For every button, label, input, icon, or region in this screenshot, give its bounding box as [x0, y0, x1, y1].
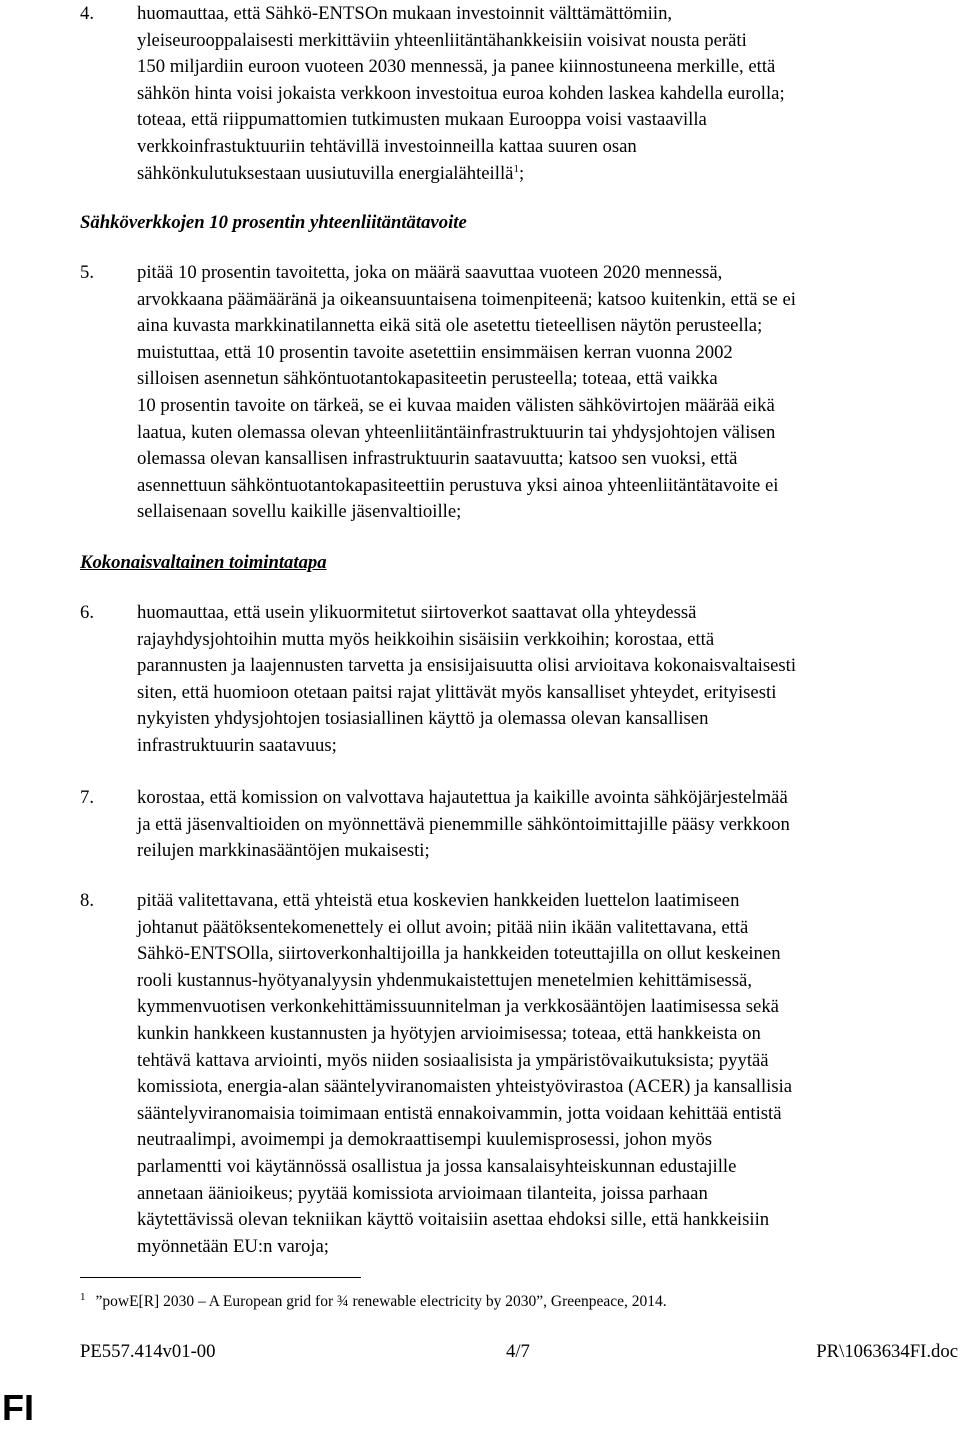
paragraph-4 [80, 1, 960, 187]
text-line: tehtävä kattava arviointi, myös niiden sosiaalisista ja ympäristövaikutuksista; pyytää [137, 1049, 769, 1071]
text-line: silloisen asennetun sähköntuotantokapasiteetin perusteella; toteaa, että vaikka [137, 368, 718, 390]
text-line: muistuttaa, että 10 prosentin tavoite asetettiin ensimmäisen kerran vuonna 2002 [137, 341, 733, 363]
section-heading-holistic-approach: Kokonaisvaltainen toimintatapa [80, 552, 327, 573]
text-line: myönnetään EU:n varoja; [137, 1235, 330, 1257]
text-line-with-footnote [137, 161, 960, 188]
footer-page-number: 4/7 [506, 1341, 530, 1362]
text-line: parannusten ja laajennusten tarvetta ja ensisijaisuutta olisi arvioitava kokonaisvaltaisesti [137, 655, 797, 677]
text-line: rajayhdysjohtoihin mutta myös heikkoihin sisäisiin verkkoihin; korostaa, että [137, 628, 715, 650]
text-line: pitää 10 prosentin tavoitetta, joka on määrä saavuttaa vuoteen 2020 mennessä, [137, 262, 723, 283]
paragraph-number: 5. [80, 262, 95, 283]
text-line: käytettävissä olevan tekniikan käyttö voitaisiin asettaa ehdoksi sille, että hankkeisiin [137, 1209, 770, 1231]
footnote-reference[interactable]: 1 [513, 162, 519, 175]
text-line: verkkoinfrastuktuuriin tehtävillä investoinneilla kattaa suuren osan [137, 135, 637, 157]
line-tail: ; [518, 162, 525, 184]
paragraph-8 [80, 888, 960, 1260]
text-line: 10 prosentin tavoite on tärkeä, se ei kuvaa maiden välisten sähkövirtojen määrää eikä [137, 394, 775, 416]
text-line: asennettuun sähköntuotantokapasiteettiin perustuva yksi ainoa yhteenliitäntätavoite ei [137, 474, 779, 496]
text-line: infrastruktuurin saatavuus; [137, 734, 337, 756]
language-code: FI [2, 1387, 34, 1428]
text-line: korostaa, että komission on valvottava hajautettua ja kaikille avointa sähköjärjestelmää [137, 787, 788, 808]
footer-document-reference: PE557.414v01-00 [80, 1341, 216, 1362]
text-line: yleiseurooppalaisesti merkittäviin yhteenliitäntähankkeisiin voisivat nousta peräti [137, 29, 747, 51]
text-line: pitää valitettavana, että yhteistä etua koskevien hankkeiden luettelon laatimiseen [137, 890, 740, 911]
paragraph-number: 7. [80, 787, 95, 808]
text-line: johtanut päätöksentekomenettely ei ollut avoin; pitää niin ikään valitettavana, että [137, 916, 749, 938]
footnote-separator [80, 1277, 361, 1278]
text-line: rooli kustannus-hyötyanalyysin yhdenmukaistettujen menetelmien kehittämisessä, [137, 969, 753, 991]
paragraph-number: 4. [80, 3, 95, 24]
text-line: sääntelyviranomaisia toimimaan entistä ennakoivammin, jotta voidaan kehittää entistä [137, 1102, 782, 1124]
paragraph-5 [80, 260, 960, 526]
text-line: parlamentti voi käytännössä osallistua ja jossa kansalaisyhteiskunnan edustajille [137, 1155, 737, 1177]
paragraph-number: 8. [80, 890, 95, 911]
text-line: arvokkaana päämääränä ja oikeansuuntaisena toimenpiteenä; katsoo kuitenkin, että se ei [137, 288, 796, 310]
text-line: laatua, kuten olemassa olevan yhteenliitäntäinfrastruktuurin tai yhdysjohtojen välisen [137, 421, 776, 443]
text-line: Sähkö-ENTSOlla, siirtoverkonhaltijoilla ja hankkeiden toteuttajilla on ollut keskeinen [137, 943, 781, 965]
text-line: ja että jäsenvaltioiden on myönnettävä pienemmille sähköntoimittajille pääsy verkkoon [137, 813, 790, 835]
text-line: annetaan äänioikeus; pyytää komissiota arvioimaan tilanteita, joissa parhaan [137, 1182, 708, 1204]
text-line: kymmenvuotisen verkonkehittämissuunnitelman ja verkkosääntöjen laatimisessa sekä [137, 996, 779, 1018]
text-line: sähkön hinta voisi jokaista verkkoon investoitua euroa kohden laskea kahdella eurolla; [137, 82, 785, 104]
text-line: reilujen markkinasääntöjen mukaisesti; [137, 840, 430, 862]
text-line: komissiota, energia-alan sääntelyviranomaisten yhteistyövirastoa (ACER) ja kansallisia [137, 1076, 793, 1098]
text-line: sellaisenaan sovellu kaikille jäsenvaltioille; [137, 501, 462, 523]
paragraph-number: 6. [80, 602, 95, 623]
text-line: sähkönkulutuksestaan uusiutuvilla energialähteillä [137, 162, 514, 184]
text-line: kunkin hankkeen kustannusten ja hyötyjen arvioimisessa; toteaa, että hankkeista on [137, 1022, 761, 1044]
footer-file-name: PR\1063634FI.doc [816, 1341, 958, 1362]
paragraph-7 [80, 785, 960, 865]
section-heading-interconnection-target: Sähköverkkojen 10 prosentin yhteenliitäntätavoite [80, 212, 467, 233]
text-line: aina kuvasta markkinatilannetta eikä sitä ole asetettu tieteellisen näytön perusteella; [137, 315, 763, 337]
text-line: huomauttaa, että usein ylikuormitetut siirtoverkot saattavat olla yhteydessä [137, 602, 697, 623]
text-line: nykyisten yhdysjohtojen tosiasiallinen käyttö ja olemassa olevan kansallisen [137, 708, 709, 730]
footnote [80, 1292, 667, 1313]
paragraph-6 [80, 600, 960, 760]
text-line: toteaa, että riippumattomien tutkimusten mukaan Eurooppa voisi vastaavilla [137, 109, 707, 131]
footnote-mark: 1 [80, 1291, 86, 1303]
text-line: siten, että huomioon otetaan paitsi rajat ylittävät myös kansalliset yhteydet, erityisesti [137, 681, 777, 703]
text-line: huomauttaa, että Sähkö-ENTSOn mukaan investoinnit välttämättömiin, [137, 3, 673, 24]
text-line: olemassa olevan kansallisen infrastruktuurin saatavuutta; katsoo sen vuoksi, että [137, 448, 738, 470]
footnote-text: ”powE[R] 2030 – A European grid for ¾ renewable electricity by 2030”, Greenpeace, 2014. [95, 1293, 667, 1310]
text-line: neutraalimpi, avoimempi ja demokraattisempi kuulemisprosessi, johon myös [137, 1129, 713, 1151]
text-line: 150 miljardiin euroon vuoteen 2030 mennessä, ja panee kiinnostuneena merkille, että [137, 56, 776, 78]
